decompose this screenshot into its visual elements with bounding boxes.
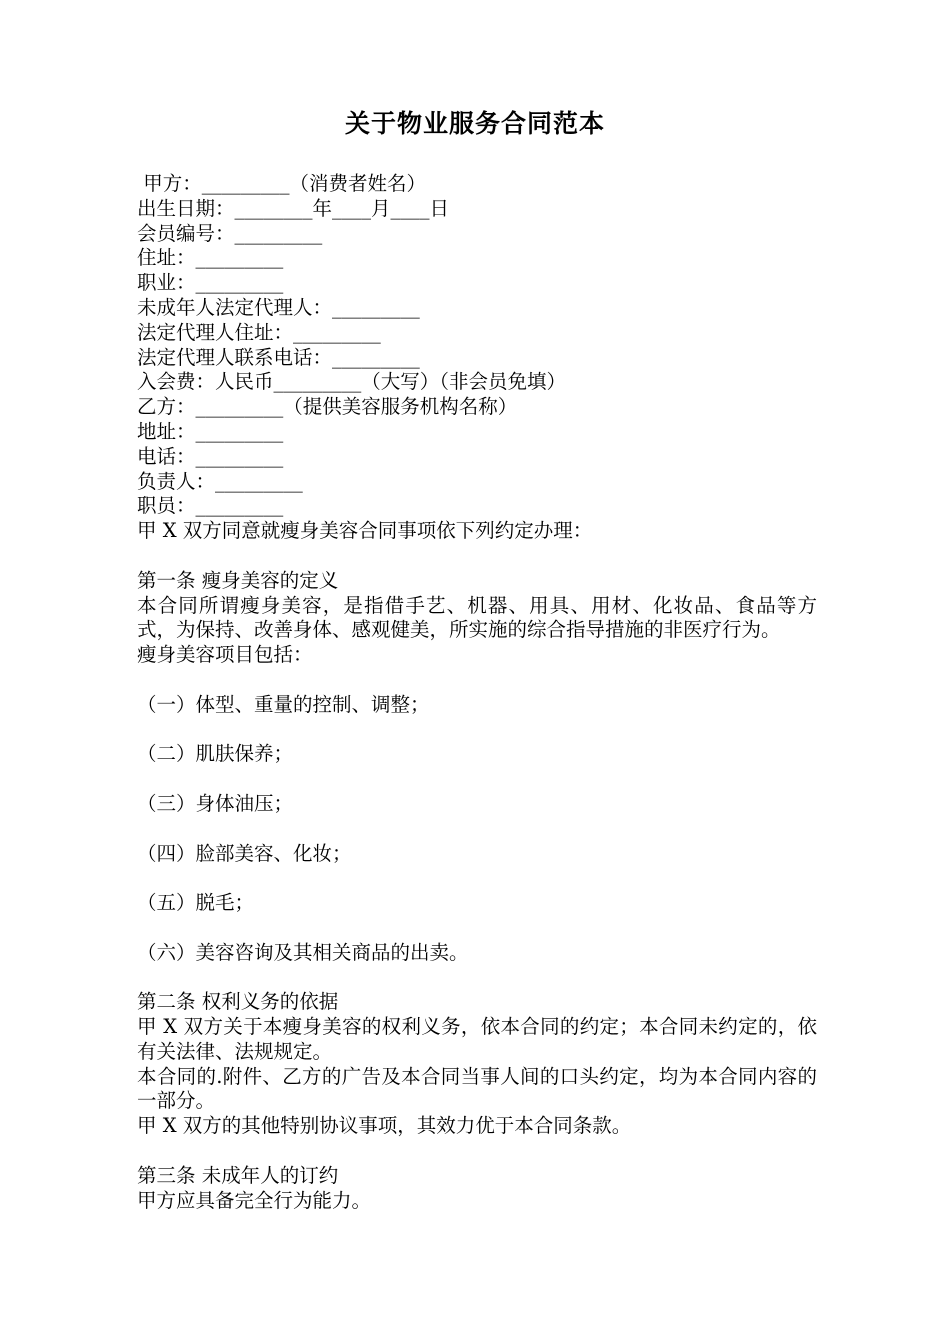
spacer (137, 718, 817, 743)
article-2-paragraph-1: 甲 X 双方关于本瘦身美容的权利义务，依本合同的约定；本合同未约定的，依有关法律、法规规定。 (137, 1015, 817, 1063)
list-item: （六）美容咨询及其相关商品的出卖。 (137, 940, 469, 964)
field-guardian: 未成年人法定代理人：_________ (137, 295, 420, 319)
article-2-paragraph-2: 本合同的.附件、乙方的广告及本合同当事人间的口头约定，均为本合同内容的一部分。 (137, 1064, 817, 1113)
field-b-phone: 电话：_________ (137, 444, 284, 468)
list-item: （一）体型、重量的控制、调整； (137, 692, 430, 716)
list-item: （五）脱毛； (137, 891, 255, 915)
article-2-paragraph-3: 甲 X 双方的其他特别协议事项，其效力优于本合同条款。 (137, 1114, 632, 1138)
article-3-heading: 第三条 未成年人的订约 (137, 1163, 339, 1187)
spacer (137, 767, 817, 792)
article-1-heading: 第一条 瘦身美容的定义 (137, 568, 339, 592)
document-body (137, 172, 817, 1213)
spacer (137, 1139, 817, 1164)
article-1-definition: 本合同所谓瘦身美容，是指借手艺、机器、用具、用材、化妆品、食品等方式，为保持、改善身体、感观健美，所实施的综合指导措施的非医疗行为。 (137, 593, 817, 642)
field-party-a: 甲方：_________（消费者姓名） (137, 172, 426, 195)
spacer (137, 866, 817, 891)
article-1-items-intro: 瘦身美容项目包括： (137, 643, 313, 667)
field-b-staff: 职员：_________ (137, 494, 284, 518)
spacer (137, 544, 817, 569)
spacer (137, 817, 817, 842)
field-birth-date: 出生日期：________年____月____日 (137, 196, 450, 220)
field-b-address: 地址：_________ (137, 419, 284, 443)
spacer (137, 916, 817, 941)
field-guardian-phone: 法定代理人联系电话：_________ (137, 345, 420, 369)
list-item: （四）脸部美容、化妆； (137, 841, 352, 865)
intro-paragraph: 甲 X 双方同意就瘦身美容合同事项依下列约定办理： (137, 519, 593, 543)
field-address: 住址：_________ (137, 246, 284, 270)
field-occupation: 职业：_________ (137, 271, 284, 295)
field-membership-fee: 入会费：人民币_________（大写）（非会员免填） (137, 370, 567, 394)
spacer (137, 966, 817, 991)
list-item: （二）肌肤保养； (137, 742, 294, 766)
article-3-paragraph-1: 甲方应具备完全行为能力。 (137, 1188, 372, 1212)
field-member-no: 会员编号：_________ (137, 221, 323, 245)
field-b-manager: 负责人：_________ (137, 469, 303, 493)
field-party-b: 乙方：_________（提供美容服务机构名称） (137, 395, 518, 419)
list-item: （三）身体油压； (137, 791, 294, 815)
document-title: 关于物业服务合同范本 (344, 109, 605, 138)
spacer (137, 668, 817, 693)
article-2-heading: 第二条 权利义务的依据 (137, 990, 339, 1014)
field-guardian-address: 法定代理人住址：_________ (137, 320, 381, 344)
